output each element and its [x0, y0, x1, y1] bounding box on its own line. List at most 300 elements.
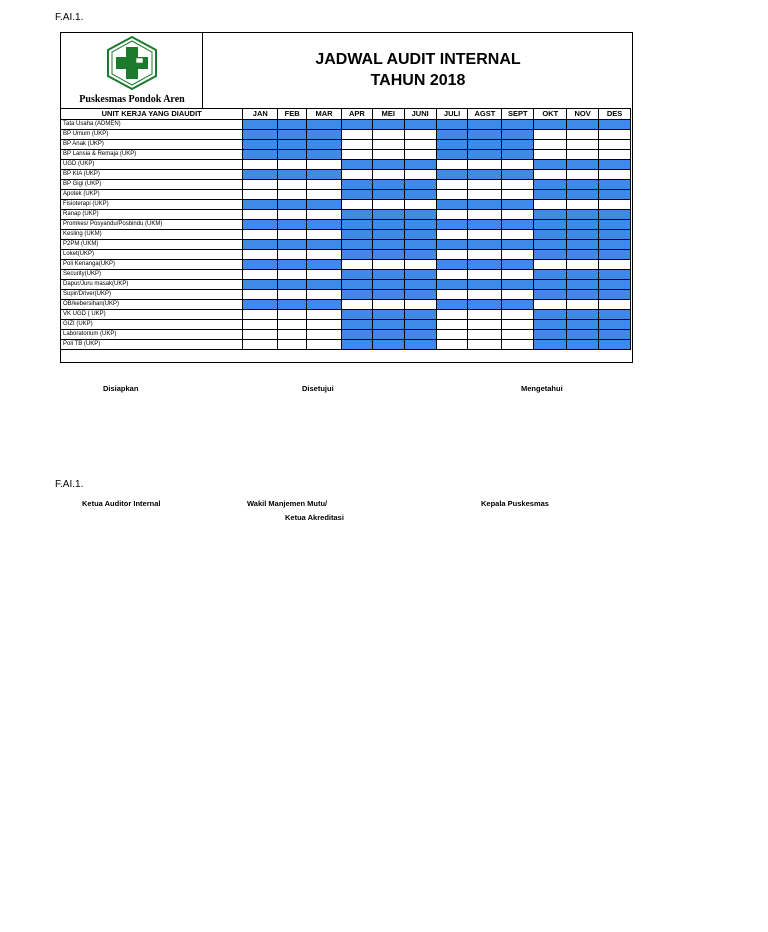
scheduled-audit-cell — [534, 219, 567, 229]
scheduled-audit-cell — [372, 239, 404, 249]
scheduled-audit-cell — [502, 199, 534, 209]
scheduled-audit-cell — [404, 239, 436, 249]
scheduled-audit-cell — [372, 189, 404, 199]
empty-schedule-cell — [436, 189, 468, 199]
scheduled-audit-cell — [243, 199, 278, 209]
scheduled-audit-cell — [534, 189, 567, 199]
table-row — [61, 139, 631, 149]
scheduled-audit-cell — [404, 219, 436, 229]
scheduled-audit-cell — [599, 159, 631, 169]
empty-schedule-cell — [243, 249, 278, 259]
empty-schedule-cell — [404, 139, 436, 149]
empty-schedule-cell — [436, 179, 468, 189]
empty-schedule-cell — [567, 139, 599, 149]
empty-schedule-cell — [307, 319, 342, 329]
scheduled-audit-cell — [534, 289, 567, 299]
table-row — [61, 269, 631, 279]
empty-schedule-cell — [567, 199, 599, 209]
unit-name-cell: Supir/Driver(UKP) — [61, 289, 243, 299]
scheduled-audit-cell — [278, 199, 307, 209]
scheduled-audit-cell — [436, 169, 468, 179]
scheduled-audit-cell — [372, 269, 404, 279]
scheduled-audit-cell — [243, 129, 278, 139]
scheduled-audit-cell — [436, 279, 468, 289]
scheduled-audit-cell — [243, 169, 278, 179]
acknowledged-by-label: Mengetahui — [521, 384, 563, 393]
unit-column-header: UNIT KERJA YANG DIAUDIT — [61, 109, 243, 120]
scheduled-audit-cell — [436, 299, 468, 309]
empty-schedule-cell — [404, 149, 436, 159]
scheduled-audit-cell — [307, 279, 342, 289]
table-row — [61, 319, 631, 329]
scheduled-audit-cell — [372, 229, 404, 239]
scheduled-audit-cell — [567, 219, 599, 229]
scheduled-audit-cell — [404, 179, 436, 189]
scheduled-audit-cell — [599, 249, 631, 259]
table-header-row — [61, 109, 631, 120]
unit-name-cell: Apotek (UKP) — [61, 189, 243, 199]
scheduled-audit-cell — [372, 289, 404, 299]
scheduled-audit-cell — [502, 259, 534, 269]
scheduled-audit-cell — [307, 129, 342, 139]
scheduled-audit-cell — [243, 139, 278, 149]
unit-name-cell: P2PM (UKM) — [61, 239, 243, 249]
scheduled-audit-cell — [534, 279, 567, 289]
empty-schedule-cell — [599, 129, 631, 139]
empty-schedule-cell — [404, 199, 436, 209]
scheduled-audit-cell — [341, 249, 372, 259]
approved-by-label: Disetujui — [302, 384, 334, 393]
empty-schedule-cell — [436, 309, 468, 319]
empty-schedule-cell — [341, 139, 372, 149]
scheduled-audit-cell — [567, 179, 599, 189]
empty-schedule-cell — [307, 189, 342, 199]
empty-schedule-cell — [307, 229, 342, 239]
scheduled-audit-cell — [372, 249, 404, 259]
scheduled-audit-cell — [436, 149, 468, 159]
empty-schedule-cell — [307, 269, 342, 279]
empty-schedule-cell — [468, 189, 502, 199]
table-row — [61, 329, 631, 339]
month-header: DES — [599, 109, 631, 120]
empty-schedule-cell — [307, 159, 342, 169]
empty-schedule-cell — [307, 309, 342, 319]
scheduled-audit-cell — [599, 279, 631, 289]
scheduled-audit-cell — [372, 209, 404, 219]
unit-name-cell: BP Lansia & Remaja (UKP) — [61, 149, 243, 159]
table-row — [61, 149, 631, 159]
scheduled-audit-cell — [372, 219, 404, 229]
empty-schedule-cell — [502, 209, 534, 219]
scheduled-audit-cell — [307, 299, 342, 309]
scheduled-audit-cell — [436, 199, 468, 209]
table-row — [61, 189, 631, 199]
table-row — [61, 229, 631, 239]
scheduled-audit-cell — [278, 299, 307, 309]
empty-schedule-cell — [372, 299, 404, 309]
logo-cell — [61, 33, 203, 108]
empty-schedule-cell — [502, 289, 534, 299]
table-row — [61, 289, 631, 299]
scheduled-audit-cell — [341, 119, 372, 129]
empty-schedule-cell — [534, 299, 567, 309]
scheduled-audit-cell — [534, 249, 567, 259]
table-row — [61, 199, 631, 209]
scheduled-audit-cell — [404, 269, 436, 279]
month-header: APR — [341, 109, 372, 120]
scheduled-audit-cell — [502, 219, 534, 229]
empty-schedule-cell — [599, 299, 631, 309]
form-code-top: F.AI.1. — [55, 12, 84, 23]
empty-schedule-cell — [502, 179, 534, 189]
unit-name-cell: Tata Usaha (ADMEN) — [61, 119, 243, 129]
empty-schedule-cell — [372, 139, 404, 149]
table-row — [61, 119, 631, 129]
scheduled-audit-cell — [567, 119, 599, 129]
empty-schedule-cell — [502, 309, 534, 319]
table-row — [61, 129, 631, 139]
unit-name-cell: Promkes/ Posyandu/Posbindu (UKM) — [61, 219, 243, 229]
month-header: MEI — [372, 109, 404, 120]
scheduled-audit-cell — [341, 309, 372, 319]
unit-name-cell: Poli Kenanga(UKP) — [61, 259, 243, 269]
unit-name-cell: UGD (UKP) — [61, 159, 243, 169]
empty-schedule-cell — [243, 209, 278, 219]
empty-schedule-cell — [502, 329, 534, 339]
scheduled-audit-cell — [372, 319, 404, 329]
scheduled-audit-cell — [567, 229, 599, 239]
scheduled-audit-cell — [567, 339, 599, 349]
scheduled-audit-cell — [436, 259, 468, 269]
empty-schedule-cell — [468, 249, 502, 259]
quality-manager-label: Wakil Manjemen Mutu/ — [247, 499, 328, 508]
empty-schedule-cell — [468, 209, 502, 219]
scheduled-audit-cell — [468, 299, 502, 309]
empty-schedule-cell — [243, 319, 278, 329]
unit-name-cell: Kesling (UKM) — [61, 229, 243, 239]
scheduled-audit-cell — [468, 139, 502, 149]
scheduled-audit-cell — [278, 259, 307, 269]
scheduled-audit-cell — [567, 249, 599, 259]
unit-name-cell: Fisioterapi (UKP) — [61, 199, 243, 209]
month-header: NOV — [567, 109, 599, 120]
scheduled-audit-cell — [278, 139, 307, 149]
empty-schedule-cell — [599, 259, 631, 269]
empty-schedule-cell — [243, 159, 278, 169]
empty-schedule-cell — [278, 189, 307, 199]
scheduled-audit-cell — [278, 149, 307, 159]
chief-auditor-label: Ketua Auditor Internal — [82, 499, 161, 508]
unit-name-cell: BP Anak (UKP) — [61, 139, 243, 149]
unit-name-cell: Loket(UKP) — [61, 249, 243, 259]
empty-schedule-cell — [243, 339, 278, 349]
scheduled-audit-cell — [307, 139, 342, 149]
table-row — [61, 339, 631, 349]
scheduled-audit-cell — [341, 279, 372, 289]
empty-schedule-cell — [307, 289, 342, 299]
scheduled-audit-cell — [341, 209, 372, 219]
scheduled-audit-cell — [468, 129, 502, 139]
unit-name-cell: BP KIA (UKP) — [61, 169, 243, 179]
scheduled-audit-cell — [341, 269, 372, 279]
empty-schedule-cell — [278, 329, 307, 339]
scheduled-audit-cell — [599, 219, 631, 229]
empty-schedule-cell — [404, 259, 436, 269]
empty-schedule-cell — [436, 249, 468, 259]
empty-schedule-cell — [502, 249, 534, 259]
empty-schedule-cell — [341, 199, 372, 209]
scheduled-audit-cell — [502, 139, 534, 149]
title-cell — [203, 33, 633, 108]
scheduled-audit-cell — [341, 179, 372, 189]
empty-schedule-cell — [243, 189, 278, 199]
empty-schedule-cell — [278, 309, 307, 319]
empty-schedule-cell — [502, 159, 534, 169]
empty-schedule-cell — [534, 169, 567, 179]
prepared-by-label: Disiapkan — [103, 384, 139, 393]
scheduled-audit-cell — [567, 309, 599, 319]
scheduled-audit-cell — [404, 279, 436, 289]
empty-schedule-cell — [502, 269, 534, 279]
unit-name-cell: VK UGD ( UKP) — [61, 309, 243, 319]
empty-schedule-cell — [278, 339, 307, 349]
scheduled-audit-cell — [436, 139, 468, 149]
scheduled-audit-cell — [502, 239, 534, 249]
scheduled-audit-cell — [468, 259, 502, 269]
unit-name-cell: Laboratorium (UKP) — [61, 329, 243, 339]
scheduled-audit-cell — [243, 119, 278, 129]
empty-schedule-cell — [567, 169, 599, 179]
empty-schedule-cell — [307, 209, 342, 219]
unit-name-cell: GIZI (UKP) — [61, 319, 243, 329]
scheduled-audit-cell — [341, 159, 372, 169]
table-row — [61, 159, 631, 169]
scheduled-audit-cell — [534, 119, 567, 129]
scheduled-audit-cell — [599, 329, 631, 339]
scheduled-audit-cell — [372, 279, 404, 289]
scheduled-audit-cell — [372, 159, 404, 169]
scheduled-audit-cell — [534, 269, 567, 279]
scheduled-audit-cell — [599, 339, 631, 349]
empty-schedule-cell — [567, 259, 599, 269]
empty-schedule-cell — [599, 199, 631, 209]
document-title: JADWAL AUDIT INTERNAL — [315, 51, 521, 68]
empty-schedule-cell — [278, 229, 307, 239]
table-body — [61, 119, 631, 349]
empty-schedule-cell — [468, 339, 502, 349]
empty-schedule-cell — [278, 209, 307, 219]
empty-schedule-cell — [243, 269, 278, 279]
scheduled-audit-cell — [567, 329, 599, 339]
scheduled-audit-cell — [502, 169, 534, 179]
empty-schedule-cell — [341, 129, 372, 139]
scheduled-audit-cell — [534, 329, 567, 339]
scheduled-audit-cell — [307, 119, 342, 129]
empty-schedule-cell — [567, 129, 599, 139]
month-header: AGST — [468, 109, 502, 120]
empty-schedule-cell — [534, 139, 567, 149]
scheduled-audit-cell — [502, 119, 534, 129]
scheduled-audit-cell — [372, 309, 404, 319]
scheduled-audit-cell — [404, 309, 436, 319]
empty-schedule-cell — [278, 179, 307, 189]
scheduled-audit-cell — [404, 189, 436, 199]
puskesmas-cross-logo-icon — [106, 36, 158, 90]
scheduled-audit-cell — [278, 239, 307, 249]
scheduled-audit-cell — [599, 189, 631, 199]
empty-schedule-cell — [404, 299, 436, 309]
empty-schedule-cell — [502, 319, 534, 329]
scheduled-audit-cell — [567, 289, 599, 299]
empty-schedule-cell — [468, 269, 502, 279]
empty-schedule-cell — [278, 319, 307, 329]
scheduled-audit-cell — [599, 269, 631, 279]
scheduled-audit-cell — [341, 189, 372, 199]
scheduled-audit-cell — [534, 309, 567, 319]
month-header: JAN — [243, 109, 278, 120]
empty-schedule-cell — [307, 329, 342, 339]
empty-schedule-cell — [502, 229, 534, 239]
empty-schedule-cell — [567, 149, 599, 159]
scheduled-audit-cell — [468, 219, 502, 229]
scheduled-audit-cell — [534, 209, 567, 219]
form-code-bottom: F.AI.1. — [55, 479, 84, 490]
empty-schedule-cell — [436, 229, 468, 239]
empty-schedule-cell — [307, 339, 342, 349]
scheduled-audit-cell — [567, 319, 599, 329]
empty-schedule-cell — [278, 269, 307, 279]
scheduled-audit-cell — [278, 129, 307, 139]
table-row — [61, 299, 631, 309]
empty-schedule-cell — [468, 289, 502, 299]
scheduled-audit-cell — [307, 259, 342, 269]
empty-schedule-cell — [534, 199, 567, 209]
unit-name-cell: Poli TB (UKP) — [61, 339, 243, 349]
empty-schedule-cell — [372, 129, 404, 139]
scheduled-audit-cell — [567, 269, 599, 279]
empty-schedule-cell — [436, 319, 468, 329]
scheduled-audit-cell — [436, 129, 468, 139]
scheduled-audit-cell — [341, 329, 372, 339]
scheduled-audit-cell — [599, 319, 631, 329]
scheduled-audit-cell — [341, 289, 372, 299]
empty-schedule-cell — [468, 159, 502, 169]
unit-name-cell: Security(UKP) — [61, 269, 243, 279]
empty-schedule-cell — [372, 149, 404, 159]
empty-schedule-cell — [372, 259, 404, 269]
scheduled-audit-cell — [502, 279, 534, 289]
scheduled-audit-cell — [436, 219, 468, 229]
table-row — [61, 259, 631, 269]
empty-schedule-cell — [243, 179, 278, 189]
unit-name-cell: OB/kebersihan(UKP) — [61, 299, 243, 309]
empty-schedule-cell — [404, 129, 436, 139]
scheduled-audit-cell — [567, 189, 599, 199]
empty-schedule-cell — [468, 329, 502, 339]
scheduled-audit-cell — [278, 279, 307, 289]
empty-schedule-cell — [341, 149, 372, 159]
scheduled-audit-cell — [468, 169, 502, 179]
scheduled-audit-cell — [404, 209, 436, 219]
scheduled-audit-cell — [534, 159, 567, 169]
scheduled-audit-cell — [404, 229, 436, 239]
scheduled-audit-cell — [404, 249, 436, 259]
scheduled-audit-cell — [534, 239, 567, 249]
scheduled-audit-cell — [341, 319, 372, 329]
scheduled-audit-cell — [436, 119, 468, 129]
table-row — [61, 179, 631, 189]
month-header: FEB — [278, 109, 307, 120]
table-row — [61, 219, 631, 229]
scheduled-audit-cell — [372, 119, 404, 129]
scheduled-audit-cell — [404, 119, 436, 129]
scheduled-audit-cell — [567, 209, 599, 219]
empty-schedule-cell — [502, 189, 534, 199]
unit-name-cell: BP Gigi (UKP) — [61, 179, 243, 189]
scheduled-audit-cell — [468, 199, 502, 209]
empty-schedule-cell — [468, 319, 502, 329]
empty-schedule-cell — [278, 249, 307, 259]
organization-name: Puskesmas Pondok Aren — [79, 94, 185, 105]
empty-schedule-cell — [534, 149, 567, 159]
scheduled-audit-cell — [599, 289, 631, 299]
empty-schedule-cell — [599, 149, 631, 159]
scheduled-audit-cell — [341, 239, 372, 249]
table-row — [61, 309, 631, 319]
empty-schedule-cell — [341, 169, 372, 179]
empty-schedule-cell — [534, 259, 567, 269]
table-row — [61, 279, 631, 289]
scheduled-audit-cell — [372, 179, 404, 189]
document-year: TAHUN 2018 — [370, 72, 466, 89]
scheduled-audit-cell — [404, 319, 436, 329]
scheduled-audit-cell — [243, 149, 278, 159]
scheduled-audit-cell — [599, 179, 631, 189]
scheduled-audit-cell — [243, 259, 278, 269]
table-row — [61, 169, 631, 179]
empty-schedule-cell — [341, 299, 372, 309]
empty-schedule-cell — [243, 309, 278, 319]
empty-schedule-cell — [341, 259, 372, 269]
scheduled-audit-cell — [404, 289, 436, 299]
scheduled-audit-cell — [468, 119, 502, 129]
scheduled-audit-cell — [502, 129, 534, 139]
month-header: OKT — [534, 109, 567, 120]
scheduled-audit-cell — [468, 279, 502, 289]
accreditation-chief-label: Ketua Akreditasi — [285, 513, 344, 522]
scheduled-audit-cell — [404, 159, 436, 169]
scheduled-audit-cell — [404, 329, 436, 339]
unit-name-cell: BP Umum (UKP) — [61, 129, 243, 139]
empty-schedule-cell — [278, 159, 307, 169]
audit-schedule-table — [60, 108, 631, 350]
scheduled-audit-cell — [468, 239, 502, 249]
empty-schedule-cell — [436, 289, 468, 299]
empty-schedule-cell — [372, 199, 404, 209]
scheduled-audit-cell — [307, 149, 342, 159]
empty-schedule-cell — [534, 129, 567, 139]
scheduled-audit-cell — [307, 239, 342, 249]
unit-name-cell: Dapur/Juru masak(UKP) — [61, 279, 243, 289]
scheduled-audit-cell — [436, 239, 468, 249]
empty-schedule-cell — [502, 339, 534, 349]
empty-schedule-cell — [436, 159, 468, 169]
month-header: MAR — [307, 109, 342, 120]
empty-schedule-cell — [243, 289, 278, 299]
empty-schedule-cell — [599, 169, 631, 179]
scheduled-audit-cell — [307, 219, 342, 229]
table-row — [61, 249, 631, 259]
